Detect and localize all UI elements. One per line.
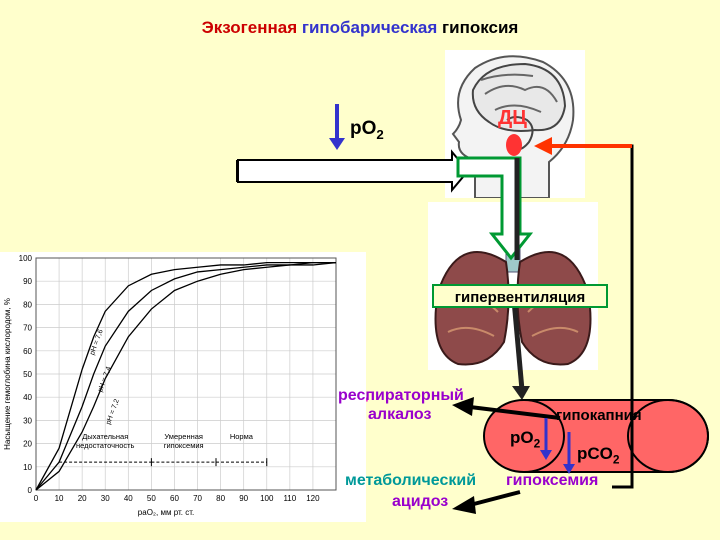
series-label-0: pH = 7,6 (88, 328, 105, 357)
y-tick-label: 60 (23, 346, 32, 356)
acidosis-arrow-icon (452, 496, 476, 514)
x-tick-label: 10 (54, 494, 64, 503)
y-tick-label: 70 (23, 323, 32, 333)
x-tick-label: 70 (193, 494, 202, 503)
series-line-2 (36, 263, 336, 490)
y-tick-label: 40 (23, 393, 32, 403)
y-tick-label: 80 (23, 300, 32, 310)
y-tick-label: 20 (23, 439, 32, 449)
po2-label: $pO_2$ (350, 118, 384, 142)
x-tick-label: 50 (146, 494, 156, 503)
series-label-1: pH = 7,4 (97, 365, 113, 394)
series-label-2: pH = 7,2 (105, 398, 121, 426)
x-tick-label: 100 (260, 494, 274, 503)
x-tick-label: 110 (283, 494, 297, 503)
region-label-line1-2: Норма (229, 431, 253, 441)
y-tick-label: 50 (23, 370, 32, 379)
series-line-1 (36, 263, 336, 490)
region-label-line2-1: гипоксемия (163, 441, 204, 451)
region-label-line2-0: недостаточность (75, 441, 135, 451)
x-tick-label: 60 (170, 494, 179, 503)
y-tick-label: 100 (18, 254, 32, 263)
region-label-line1-0: Дыхательная (82, 431, 129, 441)
y-tick-label: 10 (23, 462, 32, 472)
x-tick-label: 40 (123, 494, 133, 503)
metabolic-label: метаболический (345, 472, 477, 489)
hyperventilation-label: гипервентиляция (432, 284, 608, 308)
title-word-1: Экзогенная (201, 18, 298, 37)
hypoxemia-label: гипоксемия (506, 472, 599, 489)
feedback-arrow-icon (534, 137, 552, 155)
center-dot-icon (506, 134, 522, 156)
x-tick-label: 30 (100, 494, 110, 503)
oxygen-dissociation-chart (0, 252, 366, 522)
series-line-0 (36, 263, 336, 490)
inflow-arrow-icon (238, 152, 468, 190)
x-tick-label: 0 (33, 494, 39, 503)
hypocapnia-label: гипокапния (556, 407, 642, 424)
chart-svg (0, 252, 366, 522)
x-tick-label: 20 (77, 494, 87, 503)
acidosis-label: ацидоз (392, 493, 449, 510)
cylinder-pco2-label: pCO$_2$ (577, 444, 620, 467)
x-tick-label: 90 (239, 494, 249, 503)
dc-label: ДЦ (498, 107, 527, 129)
alkalosis-label: алкалоз (368, 406, 432, 423)
cylinder-po2-label: $pO_2$ (510, 428, 541, 451)
title-word-2: гипобарическая (301, 18, 438, 37)
x-tick-label: 80 (216, 494, 226, 503)
y-axis-label: Насыщение гемоглобина кислородом, % (3, 298, 12, 450)
x-axis-label: paO₂, мм рт. ст. (137, 508, 195, 517)
y-tick-label: 30 (23, 416, 32, 426)
y-tick-label: 0 (27, 486, 32, 495)
title-word-3: гипоксия (442, 18, 519, 37)
respiratory-label: респираторный (338, 387, 464, 404)
y-tick-label: 90 (23, 277, 32, 287)
x-tick-label: 120 (306, 494, 320, 503)
region-label-line1-1: Умеренная (164, 431, 204, 441)
